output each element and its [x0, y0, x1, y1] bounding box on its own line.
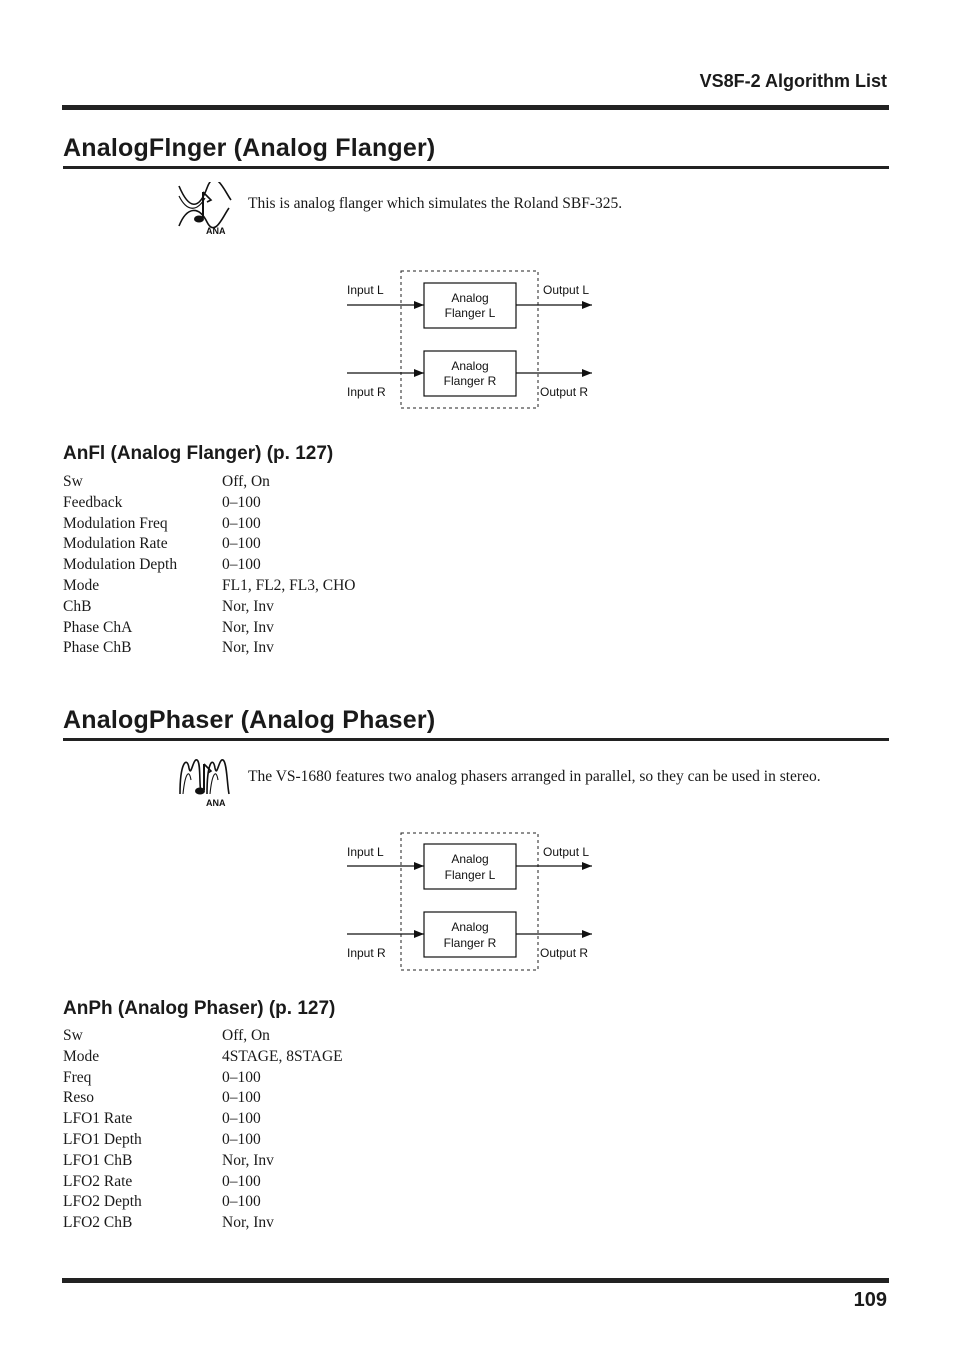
param-name: Mode: [63, 576, 100, 594]
header-rule: [62, 105, 889, 110]
diagram-block-l-line1: Analog: [451, 291, 489, 305]
footer-rule: [62, 1278, 889, 1283]
param-row: [63, 1047, 343, 1068]
running-header-title: VS8F-2 Algorithm List: [699, 71, 887, 91]
param-value: Nor, Inv: [222, 597, 274, 615]
param-row: [63, 638, 356, 659]
diagram-block-r-line2: Flanger R: [443, 374, 497, 388]
ana-badge-text: ANA: [206, 798, 226, 808]
phaser-ana-icon: [177, 754, 233, 808]
diagram-block-l-line2: Flanger L: [444, 868, 496, 882]
diagram-input-r: Input R: [347, 385, 386, 399]
param-name: Mode: [63, 1047, 100, 1065]
param-name: Modulation Freq: [63, 514, 168, 532]
param-value: 0–100: [222, 1068, 261, 1086]
page-number: 109: [853, 1289, 887, 1311]
param-name: Modulation Rate: [63, 535, 168, 553]
param-value: 0–100: [222, 1110, 261, 1128]
subsection-title-anfl: AnFl (Analog Flanger) (p. 127): [63, 443, 334, 464]
description-analog-flanger: This is analog flanger which simulates the Roland SBF-325.: [248, 195, 623, 212]
param-name: LFO2 ChB: [63, 1214, 133, 1232]
param-value: 0–100: [222, 556, 261, 574]
section-title-analog-flanger: AnalogFlnger (Analog Flanger): [63, 134, 436, 162]
ana-badge-text: ANA: [206, 226, 226, 236]
param-row: [63, 1068, 343, 1089]
param-name: Phase ChA: [63, 618, 133, 636]
param-name: Freq: [63, 1068, 92, 1086]
param-value: Nor, Inv: [222, 639, 274, 657]
param-value: 0–100: [222, 1193, 261, 1211]
param-row: [63, 1026, 343, 1047]
param-value: FL1, FL2, FL3, CHO: [222, 576, 356, 594]
param-name: LFO1 ChB: [63, 1151, 133, 1169]
param-name: Reso: [63, 1089, 94, 1107]
param-name: Feedback: [63, 493, 123, 511]
param-value: Nor, Inv: [222, 618, 274, 636]
param-value: 0–100: [222, 1172, 261, 1190]
diagram-output-r: Output R: [540, 946, 589, 960]
param-value: 0–100: [222, 1130, 261, 1148]
param-row: [63, 1151, 343, 1172]
signal-flow-diagram-flanger: [340, 270, 600, 410]
diagram-output-l: Output L: [543, 845, 590, 859]
param-list-anfl: [63, 472, 356, 659]
diagram-input-l: Input L: [347, 283, 384, 297]
param-name: LFO1 Depth: [63, 1130, 142, 1148]
param-name: LFO2 Rate: [63, 1172, 133, 1190]
param-name: Sw: [63, 473, 83, 490]
param-row: [63, 1088, 343, 1109]
signal-flow-diagram-phaser: [340, 832, 600, 972]
param-value: Off, On: [222, 1027, 270, 1044]
diagram-block-l-line1: Analog: [451, 852, 489, 866]
description-analog-phaser: The VS-1680 features two analog phasers arranged in parallel, so they can be used in stereo.: [248, 768, 821, 785]
param-row: [63, 597, 356, 618]
param-row: [63, 472, 356, 493]
flanger-ana-icon: [177, 182, 233, 236]
param-value: 0–100: [222, 493, 261, 511]
diagram-block-l-line2: Flanger L: [444, 306, 496, 320]
param-row: [63, 576, 356, 597]
param-value: 0–100: [222, 1089, 261, 1107]
section-title-analog-phaser: AnalogPhaser (Analog Phaser): [63, 706, 436, 734]
param-value: 0–100: [222, 535, 261, 553]
param-value: Nor, Inv: [222, 1151, 274, 1169]
param-row: [63, 1172, 343, 1193]
param-name: Modulation Depth: [63, 556, 178, 574]
diagram-block-r-line1: Analog: [451, 359, 489, 373]
param-name: LFO1 Rate: [63, 1110, 133, 1128]
param-row: [63, 1213, 343, 1234]
section-rule-analog-flanger: [63, 166, 889, 169]
param-value: 4STAGE, 8STAGE: [222, 1047, 343, 1065]
diagram-output-r: Output R: [540, 385, 589, 399]
param-name: ChB: [63, 597, 92, 615]
param-list-anph: [63, 1026, 343, 1234]
subsection-title-anph: AnPh (Analog Phaser) (p. 127): [63, 998, 336, 1019]
diagram-block-r-line1: Analog: [451, 920, 489, 934]
param-name: LFO2 Depth: [63, 1193, 142, 1211]
param-row: [63, 1109, 343, 1130]
diagram-output-l: Output L: [543, 283, 590, 297]
param-row: [63, 534, 356, 555]
diagram-block-r-line2: Flanger R: [443, 936, 497, 950]
param-row: [63, 555, 356, 576]
param-row: [63, 618, 356, 639]
param-name: Sw: [63, 1027, 83, 1044]
param-row: [63, 1192, 343, 1213]
param-row: [63, 493, 356, 514]
diagram-input-l: Input L: [347, 845, 384, 859]
param-row: [63, 1130, 343, 1151]
param-value: Off, On: [222, 473, 270, 490]
param-name: Phase ChB: [63, 639, 132, 657]
param-value: Nor, Inv: [222, 1214, 274, 1232]
param-value: 0–100: [222, 514, 261, 532]
param-row: [63, 514, 356, 535]
diagram-input-r: Input R: [347, 946, 386, 960]
section-rule-analog-phaser: [63, 738, 889, 741]
